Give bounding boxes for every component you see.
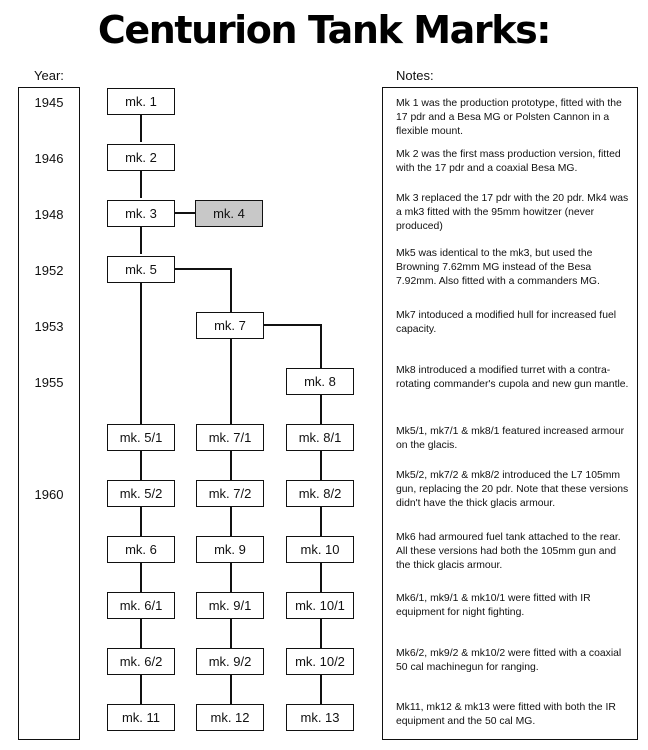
year-label-1955: 1955 [34,375,64,390]
note-mk5: Mk5 was identical to the mk3, but used the Browning 7.62mm MG instead of the Besa 7.92mm. Also fitted with a commanders MG. [396,248,600,287]
mark-box-mk1: mk. 1 [107,88,175,115]
connector-line [140,563,142,593]
mark-box-mk12: mk. 12 [196,704,264,731]
connector-line [230,675,232,705]
note-first-subvariants: Mk5/1, mk7/1 & mk8/1 featured increased armour on the glacis. [396,426,625,451]
page-title: Centurion Tank Marks: [97,8,551,52]
connector-line [140,115,142,142]
mark-box-mk5-2: mk. 5/2 [107,480,175,507]
mark-box-mk5: mk. 5 [107,256,175,283]
connector-line [140,227,142,254]
note-ir-variants: Mk6/1, mk9/1 & mk10/1 were fitted with IR equipment for night fighting. [396,593,591,618]
connector-line [320,324,322,368]
mark-box-mk13: mk. 13 [286,704,354,731]
mark-box-mk6-2: mk. 6/2 [107,648,175,675]
mark-box-mk10-2: mk. 10/2 [286,648,354,675]
connector-line [320,675,322,705]
year-panel [18,87,80,740]
connector-line [230,563,232,593]
note-second-subvariants: Mk5/2, mk7/2 & mk8/2 introduced the L7 105mm gun, replacing the 20 pdr. Note that these versions didn't have the thick glacis armour. [396,470,629,509]
note-ranging-variants: Mk6/2, mk9/2 & mk10/2 were fitted with a coaxial 50 cal machinegun for ranging. [396,648,622,673]
connector-line [230,268,232,312]
connector-line [230,507,232,537]
mark-box-mk11: mk. 11 [107,704,175,731]
connector-line [140,451,142,481]
year-label-1960: 1960 [34,487,64,502]
mark-box-mk6-1: mk. 6/1 [107,592,175,619]
note-mk8: Mk8 introduced a modified turret with a contra-rotating commander's cupola and new gun mantle. [396,365,629,390]
year-label-1946: 1946 [34,151,64,166]
connector-line [140,171,142,198]
year-label-1953: 1953 [34,319,64,334]
connector-line [320,395,322,425]
note-mk6: Mk6 had armoured fuel tank attached to the rear. All these versions had both the 105mm gun and the thick glacis armour. [396,532,621,571]
mark-box-mk7-1: mk. 7/1 [196,424,264,451]
mark-box-mk10-1: mk. 10/1 [286,592,354,619]
year-column-header: Year: [34,68,64,83]
notes-column-header: Notes: [396,68,434,83]
note-mk7: Mk7 intoduced a modified hull for increased fuel capacity. [396,310,617,335]
mark-box-mk8: mk. 8 [286,368,354,395]
connector-line [140,283,142,425]
mark-box-mk8-2: mk. 8/2 [286,480,354,507]
mark-box-mk4: mk. 4 [195,200,263,227]
connector-line [320,563,322,593]
connector-line [140,619,142,649]
mark-box-mk8-1: mk. 8/1 [286,424,354,451]
year-label-1945: 1945 [34,95,64,110]
connector-line [320,507,322,537]
notes-panel [382,87,638,740]
connector-line [230,619,232,649]
connector-line [230,339,232,425]
connector-line [320,619,322,649]
mark-box-mk5-1: mk. 5/1 [107,424,175,451]
connector-line [320,451,322,481]
mark-box-mk7-2: mk. 7/2 [196,480,264,507]
year-label-1948: 1948 [34,207,64,222]
note-mk2: Mk 2 was the first mass production version, fitted with the 17 pdr and a coaxial Besa MG. [396,149,621,174]
note-final-marks: Mk11, mk12 & mk13 were fitted with both the IR equipment and the 50 cal MG. [396,702,616,727]
mark-box-mk7: mk. 7 [196,312,264,339]
connector-line [175,268,231,270]
mark-box-mk2: mk. 2 [107,144,175,171]
mark-box-mk6: mk. 6 [107,536,175,563]
mark-box-mk3: mk. 3 [107,200,175,227]
connector-line [264,324,321,326]
note-mk1: Mk 1 was the production prototype, fitted with the 17 pdr and a Besa MG or Polsten Cannon in a flexible mount. [396,98,622,137]
mark-box-mk9-2: mk. 9/2 [196,648,264,675]
connector-line [140,507,142,537]
connector-line [175,212,195,214]
mark-box-mk9: mk. 9 [196,536,264,563]
connector-line [140,675,142,705]
mark-box-mk9-1: mk. 9/1 [196,592,264,619]
note-mk3-mk4: Mk 3 replaced the 17 pdr with the 20 pdr. Mk4 was a mk3 fitted with the 95mm howitzer (never produced) [396,193,629,232]
mark-box-mk10: mk. 10 [286,536,354,563]
year-label-1952: 1952 [34,263,64,278]
connector-line [230,451,232,481]
